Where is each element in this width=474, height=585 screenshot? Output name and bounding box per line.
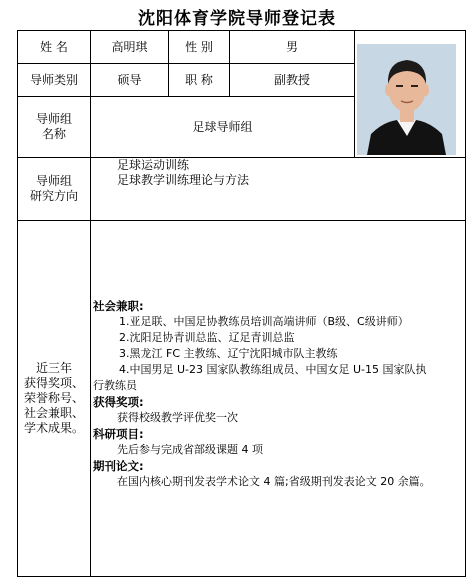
social-position-item: 3.黑龙江 FC 主教练、辽宁沈阳城市队主教练 bbox=[119, 347, 338, 360]
research-projects-heading: 科研项目: bbox=[93, 427, 144, 441]
research-projects-text: 先后参与完成省部级课题 4 项 bbox=[117, 443, 263, 456]
group-name-label bbox=[18, 97, 90, 157]
journal-papers-text: 在国内核心期刊发表学术论文 4 篇;省级期刊发表论文 20 余篇。 bbox=[117, 475, 431, 488]
achievements-label-line: 获得奖项、 bbox=[23, 376, 84, 390]
achievements-label-line: 社会兼职、 bbox=[23, 406, 84, 420]
research-direction-label bbox=[18, 158, 90, 220]
achievements-content bbox=[93, 298, 463, 490]
achievements-label-line: 近三年 bbox=[35, 361, 72, 375]
research-direction-label-line2: 研究方向 bbox=[29, 189, 78, 203]
page-title: 沈阳体育学院导师登记表 bbox=[138, 9, 336, 29]
advisor-type-value: 硕导 bbox=[117, 72, 142, 87]
gender-label: 性 别 bbox=[185, 39, 213, 54]
left-ear bbox=[385, 84, 391, 96]
advisor-type-label: 导师类别 bbox=[29, 72, 78, 87]
name-value: 高明琪 bbox=[111, 39, 148, 54]
awards-heading: 获得奖项: bbox=[93, 395, 144, 409]
group-name-value: 足球导师组 bbox=[192, 119, 253, 134]
social-position-item: 1.亚足联、中国足协教练员培训高端讲师（B级、C级讲师） bbox=[119, 315, 409, 328]
social-position-item: 4.中国男足 U-23 国家队教练组成员、中国女足 U-15 国家队执 bbox=[119, 363, 427, 376]
rank-label: 职 称 bbox=[185, 72, 213, 87]
research-direction-item: 足球运动训练 bbox=[117, 158, 190, 172]
social-position-item-continued: 行教练员 bbox=[93, 379, 137, 392]
advisor-photo bbox=[357, 44, 456, 155]
right-ear bbox=[423, 84, 429, 96]
group-name-label-line2: 名称 bbox=[41, 127, 66, 141]
left-eye bbox=[396, 85, 403, 87]
rank-value: 副教授 bbox=[273, 72, 310, 87]
name-label: 姓 名 bbox=[40, 39, 68, 54]
research-direction-label-line1: 导师组 bbox=[35, 174, 72, 188]
achievements-label-line: 学术成果。 bbox=[23, 421, 84, 435]
right-eye bbox=[411, 85, 418, 87]
group-name-label-line1: 导师组 bbox=[35, 112, 72, 126]
journal-papers-heading: 期刊论文: bbox=[93, 459, 144, 473]
research-direction-list bbox=[117, 158, 457, 220]
achievements-label-line: 荣誉称号、 bbox=[23, 391, 84, 405]
gender-value: 男 bbox=[285, 39, 298, 54]
achievements-label bbox=[18, 221, 90, 576]
registration-table bbox=[17, 30, 466, 577]
research-direction-item: 足球教学训练理论与方法 bbox=[117, 173, 250, 187]
social-positions-heading: 社会兼职: bbox=[93, 299, 144, 313]
awards-text: 获得校级教学评优奖一次 bbox=[117, 411, 238, 424]
social-position-item: 2.沈阳足协青训总监、辽足青训总监 bbox=[119, 331, 295, 344]
